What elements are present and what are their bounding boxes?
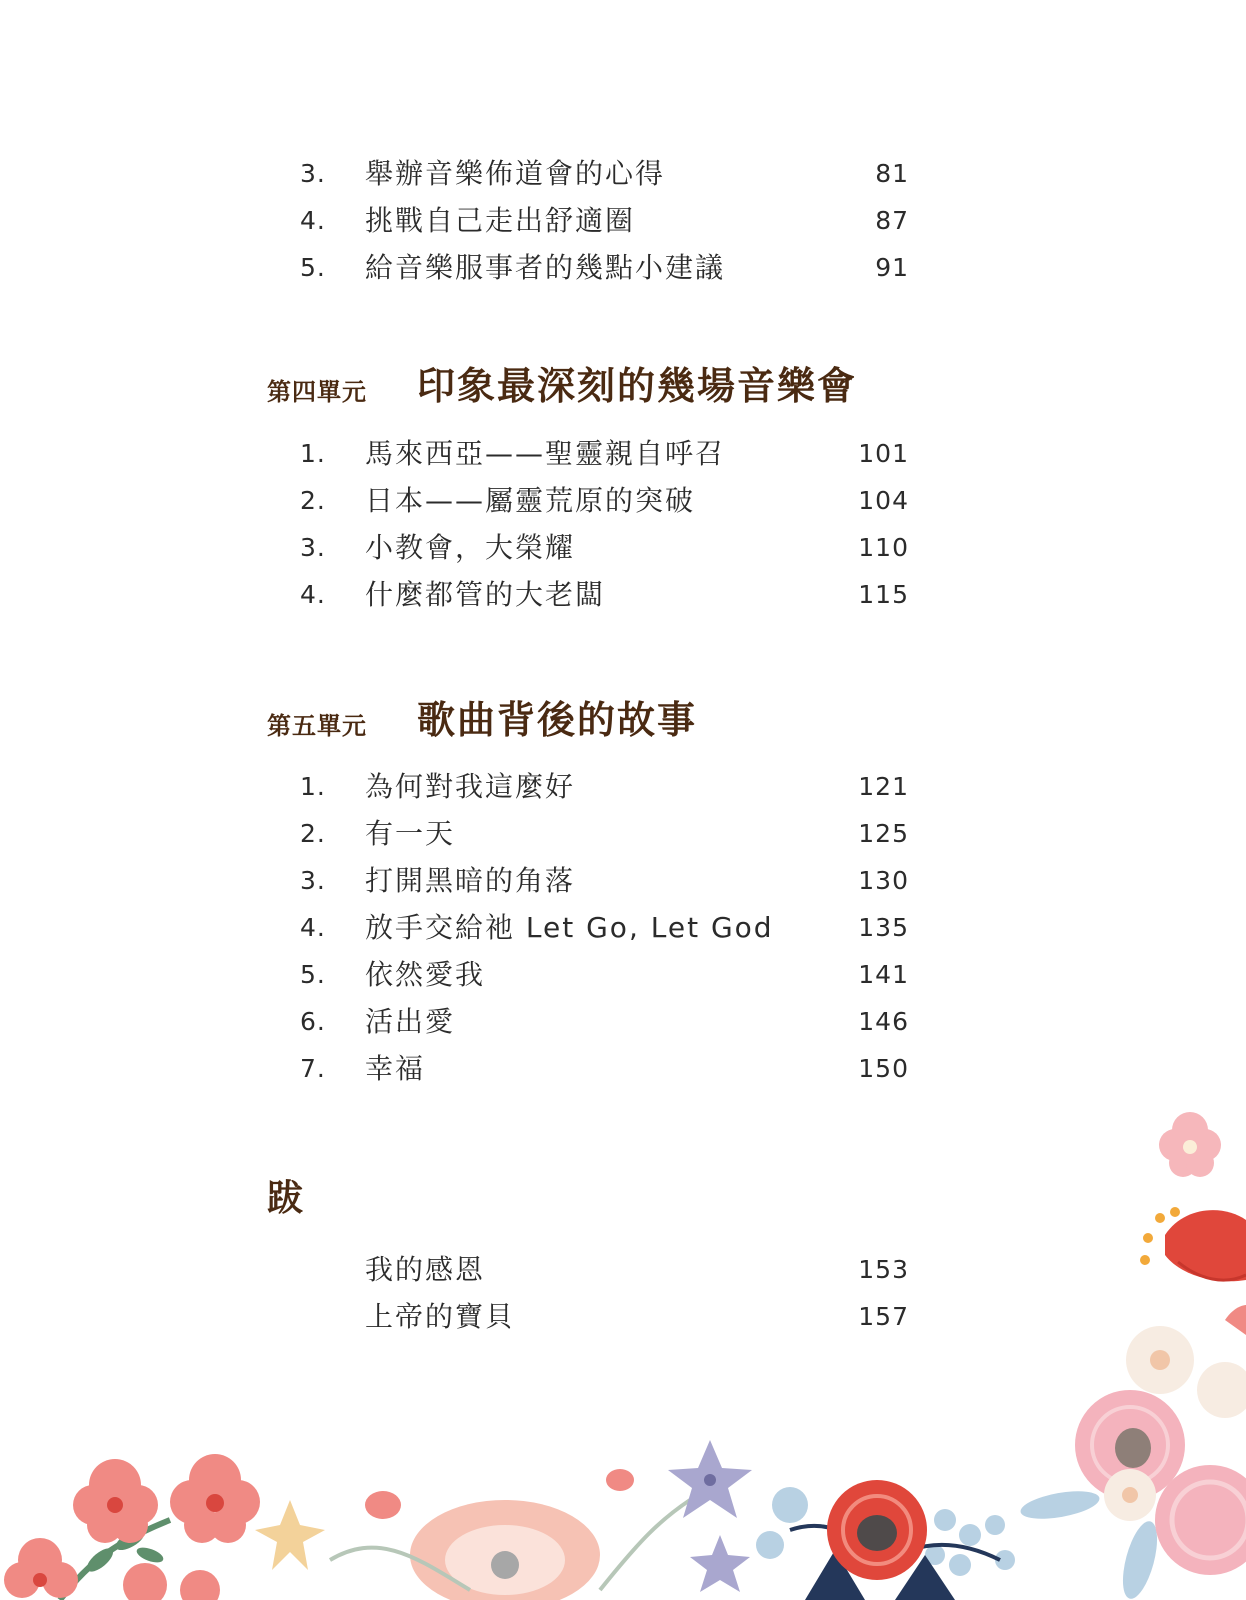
unit-label: 第四單元	[267, 378, 367, 406]
unit-label: 第五單元	[267, 712, 367, 740]
entry-page: 153	[858, 1255, 909, 1284]
entry-number: 3.	[300, 159, 326, 188]
entry-number: 5.	[300, 960, 326, 989]
pink-flower-icon	[1159, 1112, 1221, 1177]
entry-page: 110	[858, 533, 909, 562]
entry-title: 給音樂服事者的幾點小建議	[365, 251, 726, 284]
entry-title: 打開黑暗的角落	[365, 864, 576, 897]
entry-number: 4.	[300, 206, 326, 235]
entry-page: 157	[858, 1302, 909, 1331]
entry-title: 小教會，大榮耀	[365, 531, 576, 564]
entry-number: 7.	[300, 1054, 326, 1083]
entry-title: 舉辦音樂佈道會的心得	[365, 157, 666, 190]
entry-page: 104	[858, 486, 909, 515]
pink-rose-icon	[1075, 1390, 1246, 1575]
entry-page: 146	[858, 1007, 909, 1036]
entry-page: 101	[858, 439, 909, 468]
entry-title: 依然愛我	[365, 958, 486, 991]
entry-title: 馬來西亞——聖靈親自呼召	[365, 437, 726, 470]
red-rose-icon	[827, 1480, 927, 1580]
appendix-heading: 跋	[267, 1178, 304, 1219]
entry-page: 125	[858, 819, 909, 848]
entry-page: 135	[858, 913, 909, 942]
entry-number: 4.	[300, 580, 326, 609]
entry-page: 81	[875, 159, 909, 188]
entry-page: 91	[875, 253, 909, 282]
entry-title: 幸福	[365, 1052, 426, 1085]
entry-title: 我的感恩	[365, 1253, 486, 1286]
unit-title: 印象最深刻的幾場音樂會	[417, 364, 858, 408]
entry-title: 日本——屬靈荒原的突破	[365, 484, 696, 517]
entry-title: 上帝的寶貝	[365, 1300, 516, 1333]
entry-number: 2.	[300, 819, 326, 848]
entry-number: 1.	[300, 772, 326, 801]
entry-page: 150	[858, 1054, 909, 1083]
entry-page: 115	[858, 580, 909, 609]
coral-flower-icon	[73, 1459, 158, 1543]
entry-number: 1.	[300, 439, 326, 468]
entry-number: 3.	[300, 533, 326, 562]
entry-number: 5.	[300, 253, 326, 282]
entry-title: 放手交給祂 Let Go, Let God	[365, 911, 774, 944]
entry-title: 挑戰自己走出舒適圈	[365, 204, 636, 237]
entry-number: 6.	[300, 1007, 326, 1036]
entry-number: 2.	[300, 486, 326, 515]
entry-page: 121	[858, 772, 909, 801]
entry-title: 有一天	[365, 817, 456, 850]
entry-title: 什麼都管的大老闆	[365, 578, 606, 611]
entry-page: 141	[858, 960, 909, 989]
entry-title: 活出愛	[365, 1005, 456, 1038]
red-tulip-icon	[1140, 1207, 1246, 1335]
entry-number: 4.	[300, 913, 326, 942]
coral-flower-icon	[170, 1454, 260, 1543]
entry-page: 87	[875, 206, 909, 235]
yellow-flower-icon	[255, 1500, 325, 1570]
unit-title: 歌曲背後的故事	[417, 698, 698, 742]
entry-number: 3.	[300, 866, 326, 895]
entry-title: 為何對我這麼好	[365, 770, 576, 803]
entry-page: 130	[858, 866, 909, 895]
lavender-flower-icon	[668, 1440, 752, 1592]
